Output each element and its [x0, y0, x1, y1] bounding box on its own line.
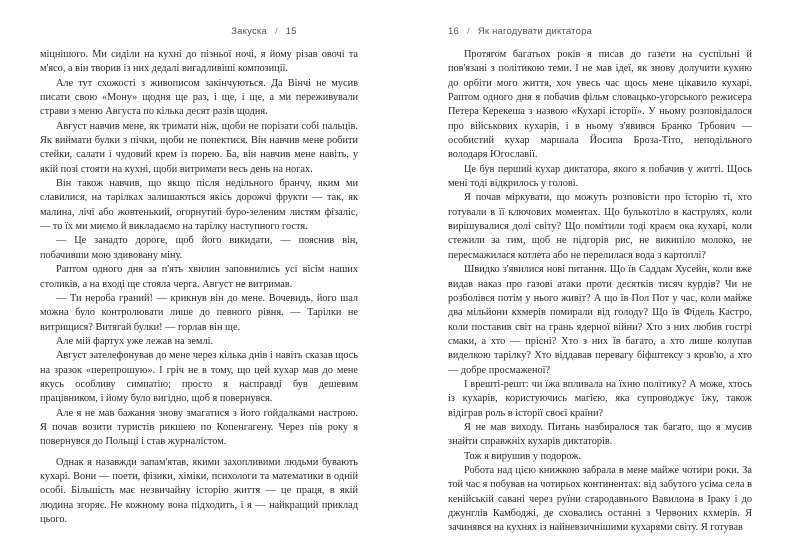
right-page: [400, 0, 800, 552]
paragraph: Але тут схожості з живописом закінчуються. Да Вінчі не мусив писати свою «Мону» щодня ще раз, і ще, і ще, а ми переживували страви з меню Августа по кілька десят разів щодня.: [40, 77, 358, 118]
right-page-body: [448, 48, 752, 536]
paragraph: Однак я назавжди запам'ятав, якими захопливими людьми бувають кухарі. Вони — поети, фізики, хіміки, психологи та математики в одній особі. Більшість має незвичайну історію життя — це праця, в якій людина згоряє. Не кожному вона підходить, і я — найкращий приклад цього.: [40, 456, 358, 525]
paragraph: Я почав міркувати, що можуть розповісти про історію ті, хто готували в її ключових моментах. Що булькотіло в каструлях, коли вирішувалися долі світу? Що помітили тоді краєм ока кухарі, коли стежили за тим, щоб не підгорів рис, не википіло молоко, не пересмажилася котлета або не перелилася вода з картоплі?: [448, 192, 752, 261]
header-separator: /: [274, 26, 278, 37]
paragraph: Протягом багатьох років я писав до газети на суспільні й пов'язані з політикою теми. І не мав ідеї, як знову долучити кухню до орбіти мого життя, хоч увесь час щось мене цікавило кухарі. Раптом одного дня я побачив фільм словацько-угорського режисера Петера Керекеша з назвою «Кухарі історії». У ньому розповідалося про військових кухарів, і в ньому з'явився Бранко Трбович — особистий кухар маршала Йосипа Броза-Тіто, неподільного володаря Югославії.: [448, 49, 752, 161]
left-running-title: Закуска: [231, 26, 267, 37]
left-page-body: [40, 48, 358, 527]
left-page-header: [70, 0, 378, 38]
paragraph: Я не мав виходу. Питань назбиралося так багато, що я мусив знайти справжніх кухарів диктаторів.: [448, 421, 752, 448]
paragraph: Август зателефонував до мене через кілька днів і навіть сказав щось на зразок «перепрошую». І гріч не в тому, що цей кухар мав до мене якусь особливу симпатію; просто я насправді був дешевим працівником, і йому було вигідно, щоб я повернувся.: [40, 350, 358, 405]
paragraph: Робота над цією книжкою забрала в мене майже чотири роки. За той час я побував на чотирьох континентах: від забутого усіма села в кенійській савані через руїни стародавнього Вавилона в Іраку і до джунглів Камбоджі, де сховались останні з Червоних кхмерів. Я зачинявся на кухнях із найневзичнішими кухарями світу. Я готував: [448, 464, 752, 534]
right-page-header: [448, 0, 752, 38]
paragraph: Це був перший кухар диктатора, якого я побачив у житті. Щось мені тоді відкрилось у голові.: [448, 163, 752, 190]
right-page-number: 16: [448, 26, 459, 37]
paragraph: — Це занадто дороге, щоб його викидати, — пояснив він, побачивши мою здивовану міну.: [40, 235, 358, 261]
paragraph: Август навчив мене, як тримати ніж, щоби не порізати собі пальців. Як виймати булки з пічки, щоби не попектися. Він навчив мене робити стейки, салати і чудовий крем із порею. Ба, він навчив мене навіть, у якій позі стояти на кухні, щоби витримати весь день на ногах.: [40, 120, 358, 175]
right-running-title: Як нагодувати диктатора: [477, 26, 593, 37]
paragraph: Але мій фартух уже лежав на землі.: [56, 335, 214, 347]
header-separator: /: [466, 26, 470, 37]
paragraph: Швидко з'явилися нові питання. Що їв Саддам Хусейн, коли вже видав наказ про газові атаки проти десятків тисяч курдів? Чи не розболівся потім у нього живіт? А що їв Пол Пот у час, коли майже два мільйони кхмерів помирали від голоду? Що їв Фідель Кастро, коли поставив світ на грань ядерної війни? Хто з них любив гострі смаки, а хто — прісні? Хто з них їв багато, а хто лише колупав виделкою тарілку? Хто віддавав перевагу біфштексу з кров'ю, а хто — добре просмаженої?: [448, 264, 752, 376]
paragraph: міцнішого. Ми сиділи на кухні до пізньої ночі, я йому різав овочі та м'ясо, а він творив із них дедалі вигадливіші композиції.: [40, 49, 358, 75]
left-page-number: 15: [285, 26, 297, 37]
paragraph: Але я не мав бажання знову змагатися з його гойдалками настрою. Я почав возити туристів рикшею по Копенгагену. Через пів року я повернувся до Польщі і став журналістом.: [40, 407, 358, 448]
paragraph: Він також навчив, що якщо після недільного бранчу, яким ми славилися, на тарілках залишаються якісь дорожчі фрукти — так, як малина, лічі або жовтенький, огорнутий буро-зеленим листям фізаліс, — то їх ми миємо й викладаємо на тарілку наступного гостя.: [40, 178, 358, 233]
paragraph: — Ти нероба граний! — крикнув він до мене. Вочевидь, його шал можна було контролювати лише до певного рівня. — Тарілки не витрищися? Витягай булки! — горлав він ще.: [40, 292, 358, 333]
paragraph: І врешті-решт: чи їжа впливала на їхню політику? А може, хтось із кухарів, користуючись магією, яка супроводжує їжу, також відіграв роль в історії своєї країни?: [448, 378, 752, 419]
paragraph: Тож я вирушив у подорож.: [464, 450, 582, 462]
paragraph: Раптом одного дня за п'ять хвилин заповнились усі вісім наших столиків, а на вході ще стояла черга. Август не витримав.: [40, 264, 358, 290]
